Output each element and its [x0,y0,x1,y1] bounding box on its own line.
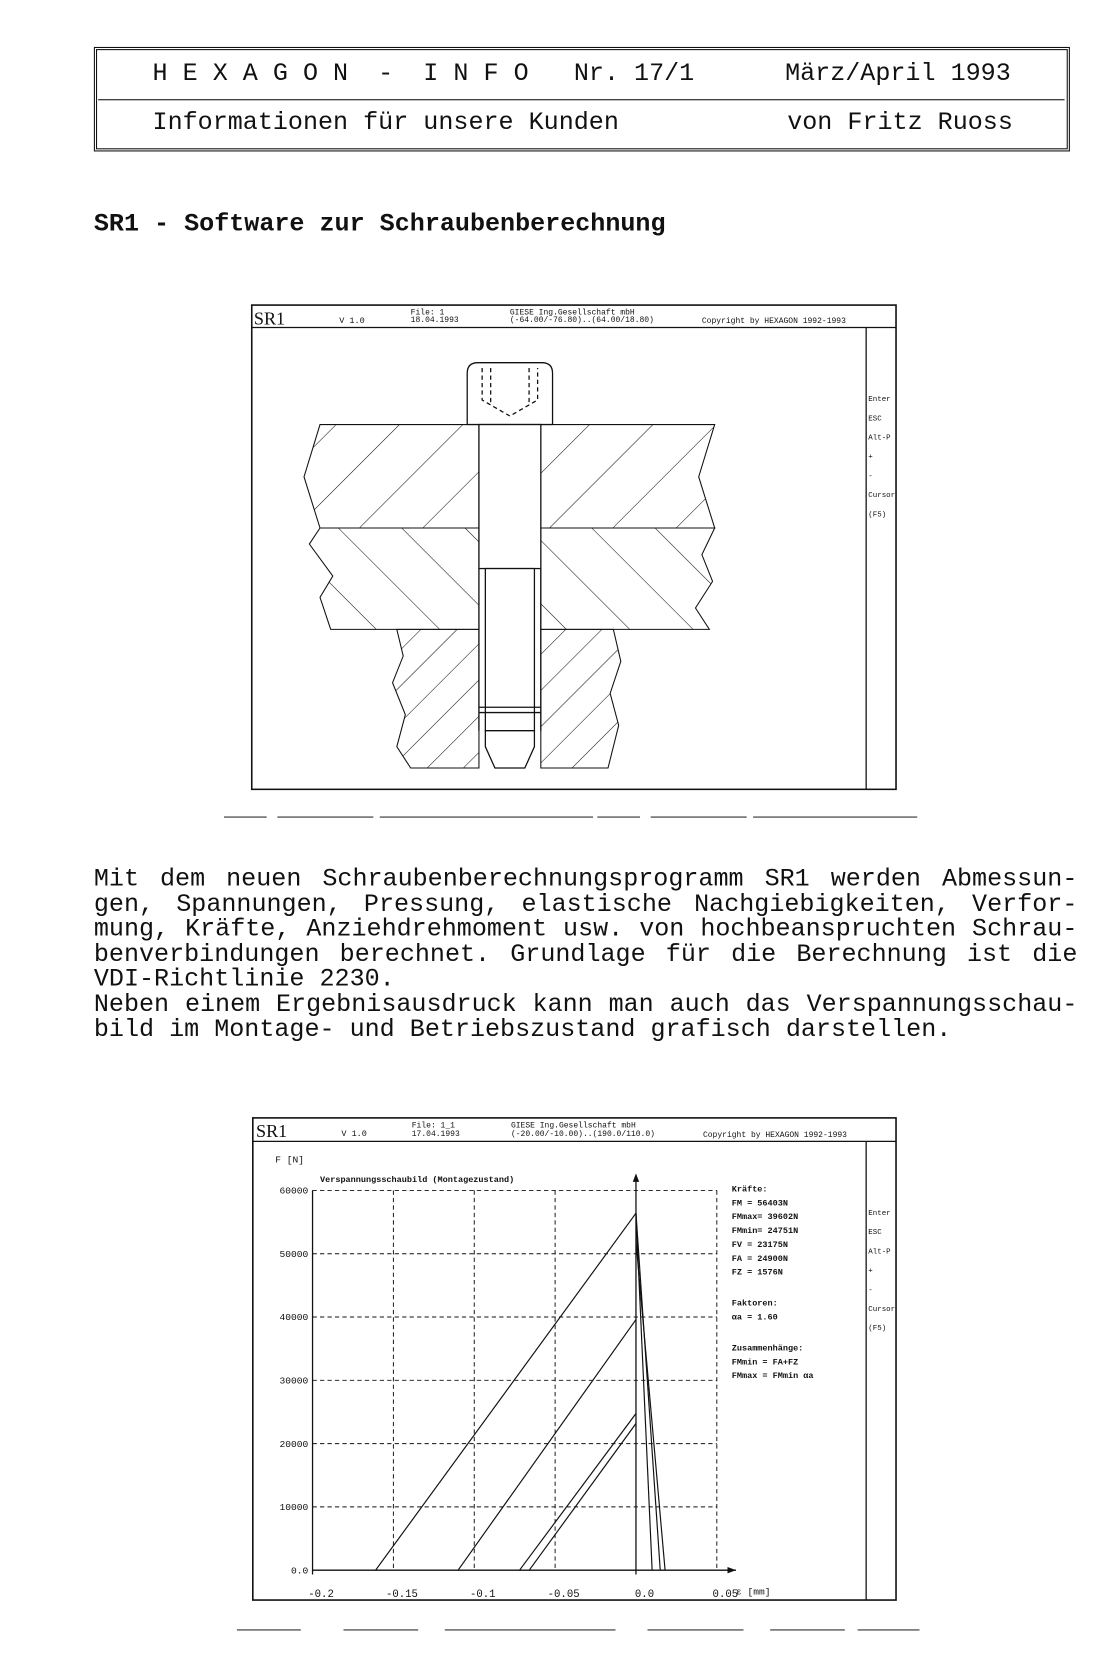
menu-plus[interactable]: + [868,1267,873,1276]
company: GIESE Ing.Gesellschaft mbH [510,1121,636,1131]
paragraph-line: Mit dem neuen Schraubenberechnungsprogramm SR1 werden Abmessun- [93,865,1078,894]
x-tick-label: 0.0 [634,1588,655,1601]
relation-fmmin: FMmin = FA+FZ [731,1357,799,1368]
newsletter-title: H E X A G O N - I N F O [152,59,529,89]
app-logo: SR1 [253,308,286,329]
menu-enter[interactable]: Enter [868,1209,891,1218]
relations-title: Zusammenhänge: [731,1343,804,1354]
forces-title: Kräfte: [731,1184,768,1195]
y-tick-label: 50000 [279,1248,309,1260]
copyright: Copyright by HEXAGON 1992-1993 [701,317,846,327]
issue-number: Nr. 17/1 [573,59,695,89]
menu-alt-p[interactable]: Alt-P [868,434,891,443]
paragraph-line: mung, Kräfte, Anziehdrehmoment usw. von hochbeanspruchten Schrau- [93,915,1078,945]
newsletter-subtitle: Informationen für unsere Kunden [152,108,619,138]
y-tick-label: 10000 [279,1502,309,1514]
separator-line-1 [224,813,917,822]
menu-plus[interactable]: + [868,453,873,462]
y-tick-label: 20000 [279,1438,309,1450]
issue-date: März/April 1993 [785,59,1011,89]
x-tick-label: -0.05 [547,1588,580,1601]
paragraph-line: Neben einem Ergebnisausdruck kann man auch das Verspannungsschau- [93,990,1078,1020]
paragraph-line: bild im Montage- und Betriebszustand grafisch darstellen. [93,1015,952,1045]
force-fm: FM = 56403N [731,1198,788,1209]
x-tick-label: -0.1 [469,1588,496,1601]
x-tick-label: -0.15 [385,1588,418,1601]
menu-minus[interactable]: - [868,472,873,481]
header-divider [98,99,1064,100]
article-paragraph [93,865,1078,1045]
file-label: File: 1_1 [411,1121,455,1131]
x-tick-label: -0.2 [308,1588,334,1601]
menu-f5[interactable]: (F5) [868,511,887,520]
relation-fmmax: FMmax = FMmin αa [731,1371,814,1382]
copyright: Copyright by HEXAGON 1992-1993 [702,1131,847,1141]
force-fmmin: FMmin= 24751N [731,1226,799,1237]
file-date: 18.04.1993 [410,316,459,326]
menu-f5[interactable]: (F5) [868,1325,887,1334]
file-date: 17.04.1993 [411,1130,460,1140]
chart-title: Verspannungsschaubild (Montagezustand) [320,1174,515,1185]
version: V 1.0 [341,1129,367,1140]
menu-minus[interactable]: - [868,1286,873,1295]
force-fa: FA = 24900N [731,1253,788,1264]
force-fv: FV = 23175N [731,1239,788,1250]
separator-line-2 [237,1626,920,1635]
x-tick-label: 0.05 [712,1588,739,1601]
y-tick-label: 40000 [279,1312,309,1324]
factors-title: Faktoren: [731,1298,778,1309]
menu-cursor[interactable]: Cursor [868,1305,896,1314]
menu-cursor[interactable]: Cursor [868,492,896,501]
menu-esc[interactable]: ESC [868,1229,882,1238]
force-fmmax: FMmax= 39602N [731,1212,799,1223]
menu-enter[interactable]: Enter [868,396,891,405]
paragraph-line: gen, Spannungen, Pressung, elastische Nachgiebigkeiten, Verfor- [93,890,1078,919]
coordinate-range: (-64.00/-76.80)..(64.00/18.80) [509,316,654,326]
y-tick-label: 30000 [279,1375,309,1387]
factor-alpha: αa = 1.60 [731,1312,778,1323]
x-axis-label: ε [mm] [736,1586,771,1598]
coordinate-range: (-20.00/-10.00)..(190.0/110.0) [510,1130,655,1140]
screenshot-bolt-drawing [251,304,897,790]
y-tick-label: 0.0 [290,1565,309,1577]
screenshot-chart [252,1117,897,1601]
force-fz: FZ = 1576N [731,1267,783,1278]
menu-esc[interactable]: ESC [868,415,882,424]
article-heading: SR1 - Software zur Schraubenberechnung [93,210,666,239]
bolt [467,363,552,768]
app-logo: SR1 [256,1121,288,1142]
paragraph-line: benverbindungen berechnet. Grundlage für die Berechnung ist die [93,940,1078,970]
paragraph-line: VDI-Richtlinie 2230. [93,965,395,995]
company: GIESE Ing.Gesellschaft mbH [509,308,635,318]
menu-alt-p[interactable]: Alt-P [868,1248,891,1257]
file-label: File: 1 [410,308,445,318]
y-tick-label: 60000 [279,1185,309,1197]
author: von Fritz Ruoss [787,108,1013,138]
y-axis-label: F [N] [275,1154,305,1166]
version: V 1.0 [339,316,365,327]
